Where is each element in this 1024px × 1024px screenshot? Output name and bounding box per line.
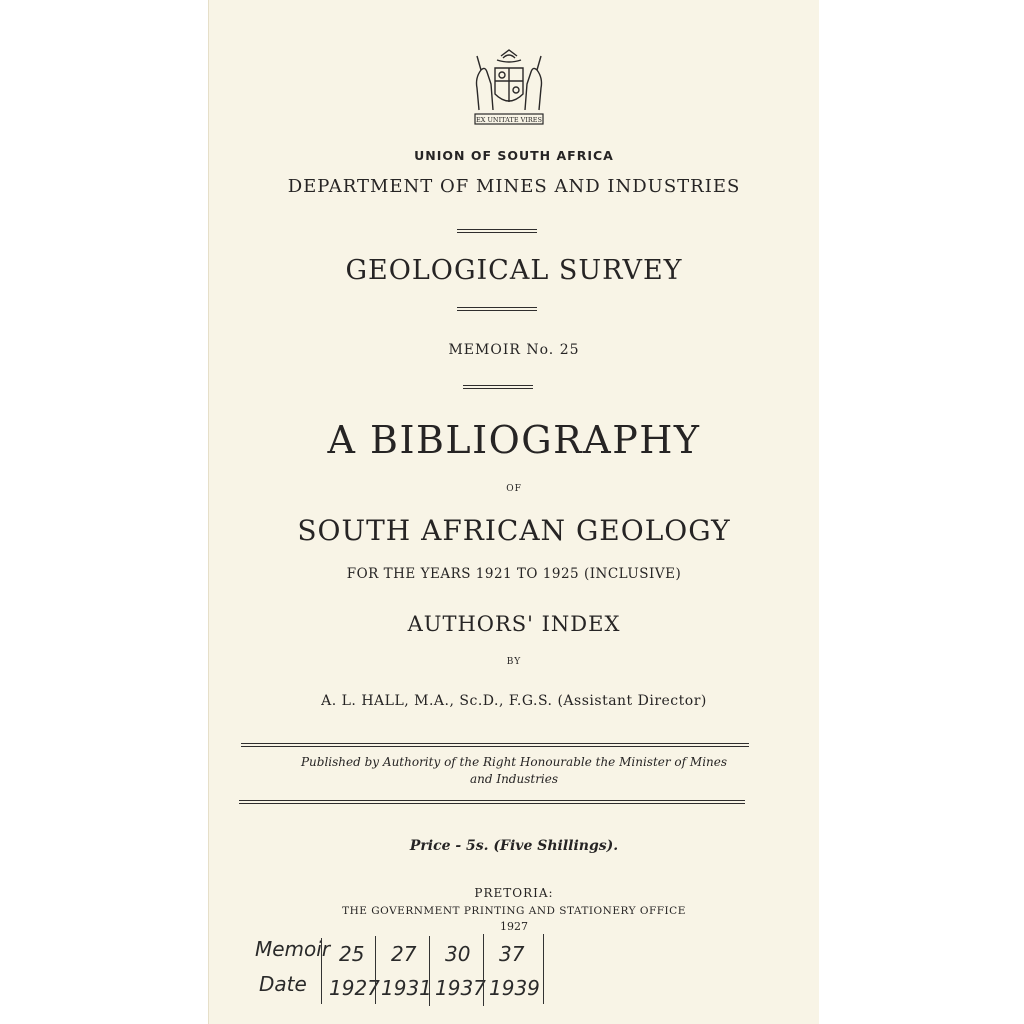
imprint-office: THE GOVERNMENT PRINTING AND STATIONERY OFFICE bbox=[342, 905, 686, 917]
divider bbox=[241, 743, 749, 747]
handwritten-memoir-value: 37 bbox=[499, 942, 525, 966]
authority-line-1: Published by Authority of the Right Honourable the Minister of Mines bbox=[300, 755, 728, 769]
divider bbox=[239, 800, 745, 804]
coat-of-arms-icon bbox=[457, 48, 561, 132]
handwritten-memoir-value: 30 bbox=[445, 942, 471, 966]
handwritten-divider bbox=[429, 936, 430, 1006]
of-label: OF bbox=[506, 484, 522, 494]
imprint-city: PRETORIA: bbox=[474, 886, 554, 900]
author-line: A. L. HALL, M.A., Sc.D., F.G.S. (Assistant Director) bbox=[321, 693, 707, 709]
handwritten-date-value: 1939 bbox=[489, 976, 540, 1000]
years-line: FOR THE YEARS 1921 TO 1925 (INCLUSIVE) bbox=[346, 566, 682, 582]
handwritten-memoir-value: 25 bbox=[339, 942, 365, 966]
handwritten-divider bbox=[375, 936, 376, 1004]
title-page bbox=[208, 0, 819, 1024]
crest-motto: EX UNITATE VIRES bbox=[476, 116, 542, 124]
handwritten-memoir-value: 27 bbox=[391, 942, 417, 966]
handwritten-divider bbox=[543, 934, 544, 1004]
handwritten-date-value: 1937 bbox=[435, 976, 486, 1000]
handwritten-date-value: 1931 bbox=[381, 976, 432, 1000]
authority-line-2: and Industries bbox=[469, 772, 559, 786]
divider bbox=[463, 385, 533, 389]
department-heading: DEPARTMENT OF MINES AND INDUSTRIES bbox=[287, 176, 741, 197]
handwritten-date-value: 1927 bbox=[329, 976, 380, 1000]
divider bbox=[457, 307, 537, 311]
subject-title: SOUTH AFRICAN GEOLOGY bbox=[297, 514, 731, 547]
handwritten-date-label: Date bbox=[259, 972, 307, 996]
survey-heading: GEOLOGICAL SURVEY bbox=[345, 255, 683, 286]
handwritten-divider bbox=[483, 934, 484, 1006]
by-label: BY bbox=[506, 657, 522, 667]
price-line: Price - 5s. (Five Shillings). bbox=[409, 838, 619, 854]
handwritten-memoir-label: Memoir bbox=[255, 937, 331, 961]
imprint-year: 1927 bbox=[500, 920, 528, 933]
country-heading: UNION OF SOUTH AFRICA bbox=[414, 148, 614, 163]
memoir-number: MEMOIR No. 25 bbox=[448, 342, 580, 358]
index-title: AUTHORS' INDEX bbox=[407, 612, 621, 636]
main-title: A BIBLIOGRAPHY bbox=[327, 418, 701, 462]
divider bbox=[457, 229, 537, 233]
handwritten-divider bbox=[321, 938, 322, 1004]
